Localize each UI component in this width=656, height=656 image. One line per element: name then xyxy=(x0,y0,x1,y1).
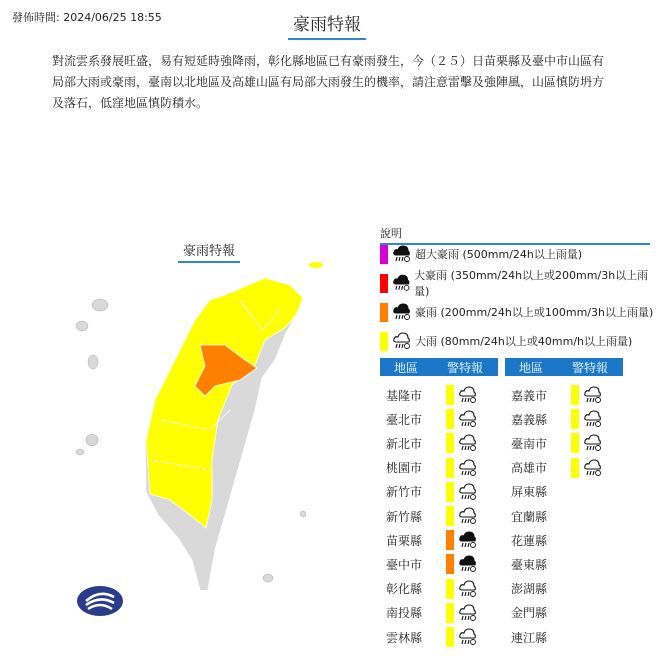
legend-item xyxy=(380,302,653,322)
area-name: 澎湖縣 xyxy=(511,582,548,597)
table-header-right xyxy=(505,358,623,376)
table-row xyxy=(386,553,478,575)
legend-swatch xyxy=(380,303,388,322)
table-row xyxy=(386,529,478,551)
table-row xyxy=(511,602,571,624)
area-name: 基隆市 xyxy=(386,388,423,403)
warning-level-bar xyxy=(571,458,579,478)
table-row xyxy=(511,553,571,575)
cwa-logo xyxy=(76,585,124,617)
table-row xyxy=(511,626,571,648)
area-name: 連江縣 xyxy=(511,630,548,645)
warning-level-bar xyxy=(446,482,454,502)
area-name: 花蓮縣 xyxy=(511,533,548,548)
table-row xyxy=(386,408,478,430)
heavy-rain-icon xyxy=(392,331,412,351)
table-row xyxy=(511,481,571,503)
map-islet-heavy-rain xyxy=(309,262,323,268)
heavy-rain-icon xyxy=(583,385,603,405)
extremely-heavy-rain-icon xyxy=(392,302,412,322)
warning-level-bar xyxy=(446,627,454,647)
warning-level-bar xyxy=(446,458,454,478)
warning-description: 對流雲系發展旺盛，易有短延時強降雨，彰化縣地區已有豪雨發生，今（２５）日苗栗縣及臺中市山區有局部大雨或豪雨，臺南以北地區及高雄山區有局部大雨發生的機率，請注意雷擊及強陣風，山區慎防坍方及落石，低窪地區慎防積水。 xyxy=(52,54,605,110)
table-header-left xyxy=(380,358,498,376)
torrential-rain-icon xyxy=(392,273,411,293)
taiwan-warning-map xyxy=(40,250,340,590)
extreme-torrential-rain-icon xyxy=(392,244,412,264)
legend-title: 說明 xyxy=(380,225,650,245)
page-title: 豪雨特報 xyxy=(288,10,366,40)
legend-label: 大豪雨 (350mm/24h以上或200mm/3h以上雨量) xyxy=(414,269,649,298)
legend-swatch xyxy=(380,274,388,293)
table-row xyxy=(511,432,603,454)
col-warning: 警特報 xyxy=(571,360,608,375)
heavy-rain-icon xyxy=(458,603,478,623)
heavy-rain-icon xyxy=(583,409,603,429)
area-name: 臺中市 xyxy=(386,557,423,572)
table-row xyxy=(386,384,478,406)
area-name: 臺北市 xyxy=(386,412,423,427)
area-name: 高雄市 xyxy=(511,461,548,476)
warning-level-bar xyxy=(446,603,454,623)
legend-label: 超大豪雨 (500mm/24h以上雨量) xyxy=(415,248,583,261)
area-name: 新竹市 xyxy=(386,485,423,500)
heavy-rain-icon xyxy=(458,385,478,405)
col-area: 地區 xyxy=(393,360,418,375)
warning-level-bar xyxy=(446,385,454,405)
legend-swatch xyxy=(380,245,388,264)
warning-level-bar xyxy=(446,579,454,599)
col-warning: 警特報 xyxy=(446,360,483,375)
legend-item xyxy=(380,269,656,298)
area-name: 臺南市 xyxy=(511,436,548,451)
table-row xyxy=(511,408,603,430)
issue-time: 發佈時間: 2024/06/25 18:55 xyxy=(12,11,162,24)
area-name: 宜蘭縣 xyxy=(511,509,548,524)
table-row xyxy=(511,457,603,479)
table-row xyxy=(511,505,571,527)
legend-item xyxy=(380,244,582,264)
area-name: 金門縣 xyxy=(511,606,548,621)
area-name: 桃園市 xyxy=(386,461,423,476)
area-name: 嘉義縣 xyxy=(511,412,548,427)
area-name: 彰化縣 xyxy=(386,582,423,597)
heavy-rain-icon xyxy=(458,579,478,599)
area-name: 苗栗縣 xyxy=(386,533,423,548)
heavy-rain-icon xyxy=(458,433,478,453)
table-row xyxy=(511,384,603,406)
warning-level-bar xyxy=(571,433,579,453)
heavy-rain-icon xyxy=(458,627,478,647)
extremely-heavy-rain-icon xyxy=(458,554,478,574)
warning-level-bar xyxy=(571,385,579,405)
area-name: 臺東縣 xyxy=(511,557,548,572)
area-name: 屏東縣 xyxy=(511,485,548,500)
table-row xyxy=(386,505,478,527)
area-name: 新北市 xyxy=(386,436,423,451)
warning-level-bar xyxy=(446,409,454,429)
area-name: 新竹縣 xyxy=(386,509,423,524)
warning-level-bar xyxy=(446,530,454,550)
legend-label: 豪雨 (200mm/24h以上或100mm/3h以上雨量) xyxy=(415,306,654,319)
heavy-rain-icon xyxy=(458,409,478,429)
area-name: 南投縣 xyxy=(386,606,423,621)
table-row xyxy=(386,432,478,454)
table-row xyxy=(386,457,478,479)
col-area: 地區 xyxy=(518,360,543,375)
table-row xyxy=(511,578,571,600)
legend-label: 大雨 (80mm/24h以上或40mm/h以上雨量) xyxy=(415,335,633,348)
warning-level-bar xyxy=(446,433,454,453)
map-title: 豪雨特報 xyxy=(178,240,240,263)
heavy-rain-icon xyxy=(458,458,478,478)
heavy-rain-icon xyxy=(583,433,603,453)
warning-level-bar xyxy=(446,554,454,574)
table-row xyxy=(386,626,478,648)
legend-item xyxy=(380,331,632,351)
warning-level-bar xyxy=(571,409,579,429)
table-row xyxy=(386,578,478,600)
area-name: 雲林縣 xyxy=(386,630,423,645)
heavy-rain-icon xyxy=(583,458,603,478)
heavy-rain-icon xyxy=(458,482,478,502)
table-row xyxy=(511,529,571,551)
table-row xyxy=(386,602,478,624)
area-name: 嘉義市 xyxy=(511,388,548,403)
heavy-rain-icon xyxy=(458,506,478,526)
table-row xyxy=(386,481,478,503)
legend-swatch xyxy=(380,332,388,351)
warning-level-bar xyxy=(446,506,454,526)
extremely-heavy-rain-icon xyxy=(458,530,478,550)
